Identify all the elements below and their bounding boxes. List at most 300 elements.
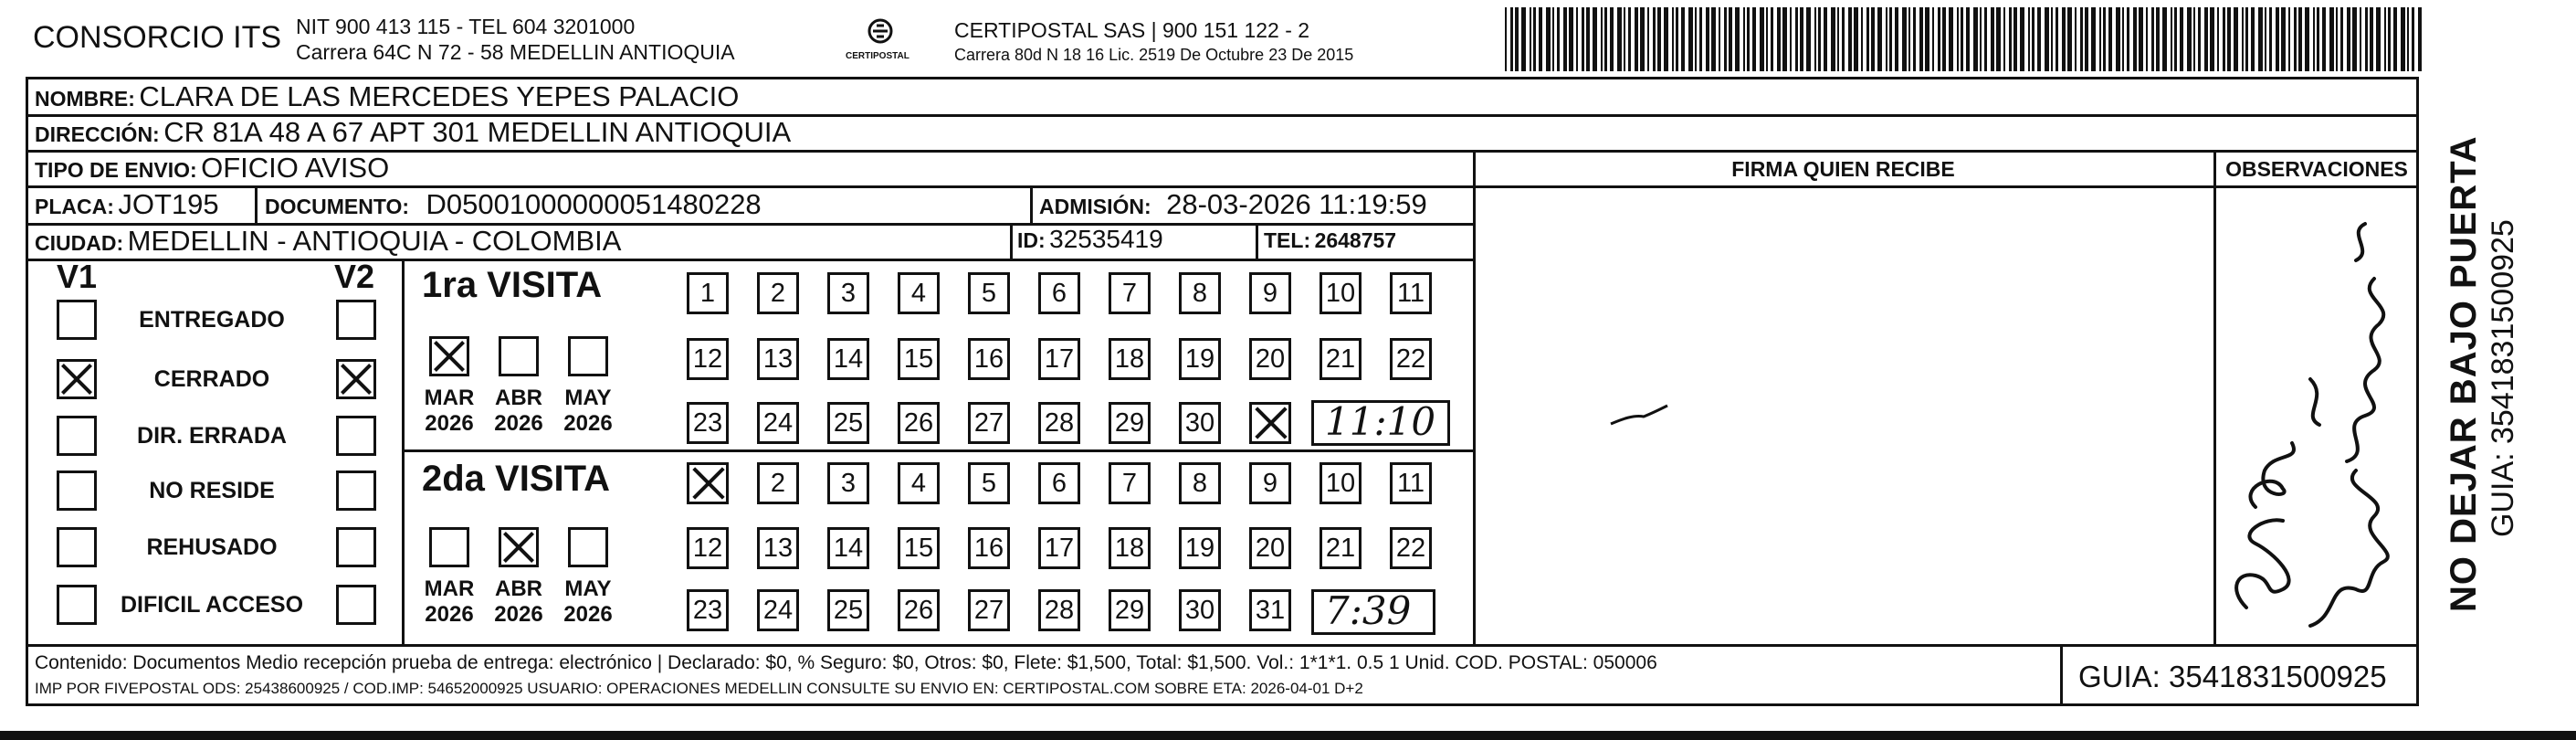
firma-header: FIRMA QUIEN RECIBE (1731, 157, 1955, 181)
barcode-bar (1760, 7, 1764, 71)
day-box[interactable]: 24 (757, 589, 799, 631)
barcode-bar (1790, 7, 1792, 71)
year-label: 2026 (563, 602, 613, 627)
barcode-bar (2075, 7, 2077, 71)
day-box[interactable]: 14 (827, 527, 869, 569)
barcode-bar (2122, 7, 2124, 71)
tel-field (1264, 228, 1396, 253)
v2-checkbox[interactable] (336, 470, 376, 511)
barcode-bar (1647, 7, 1649, 71)
barcode-bar (1861, 7, 1863, 71)
status-reason-label: ENTREGADO (139, 307, 285, 333)
month-checkbox[interactable] (429, 527, 469, 567)
barcode-bar (1782, 7, 1787, 71)
month-checkbox[interactable] (429, 336, 469, 376)
day-box[interactable]: 28 (1038, 402, 1080, 444)
barcode-bar (2227, 7, 2231, 71)
barcode-bar (1719, 7, 1720, 71)
v1-header: V1 (57, 258, 98, 295)
barcode-bar (1539, 7, 1542, 71)
day-box[interactable]: 30 (1179, 589, 1221, 631)
page-bottom-edge (0, 731, 2576, 740)
month-checkbox[interactable] (568, 336, 608, 376)
barcode-bar (2162, 7, 2167, 71)
ciudad-label: CIUDAD: (35, 231, 124, 255)
barcode-bar (2146, 7, 2148, 71)
barcode-bar (2401, 7, 2405, 71)
barcode-bar (1533, 7, 1536, 71)
month-checkbox[interactable] (499, 527, 539, 567)
barcode-bar (1932, 7, 1934, 71)
admision-label: ADMISIÓN: (1039, 195, 1151, 218)
barcode-bar (1886, 7, 1887, 71)
barcode-bar (2223, 7, 2225, 71)
barcode-bar (1777, 7, 1781, 71)
barcode-bar (1913, 7, 1916, 71)
rule-obs-left (2213, 150, 2216, 646)
barcode-bar (1510, 7, 1513, 71)
barcode-bar (2242, 7, 2244, 71)
tipo-label: TIPO DE ENVIO: (35, 158, 197, 182)
tipo-field (35, 152, 389, 185)
month-checkbox[interactable] (499, 336, 539, 376)
day-box[interactable]: 22 (1390, 527, 1432, 569)
status-reason-label: CERRADO (153, 366, 270, 392)
postal-company: CERTIPOSTAL SAS | 900 151 122 - 2 (954, 18, 1310, 42)
barcode-bar (1582, 7, 1584, 71)
day-box[interactable]: 15 (898, 338, 940, 380)
month-label: ABR (495, 576, 542, 601)
barcode-bar (2340, 7, 2343, 71)
barcode-bar (2329, 7, 2334, 71)
barcode-bar (2281, 7, 2286, 71)
barcode-bar (2317, 7, 2319, 71)
direccion-label: DIRECCIÓN: (35, 122, 160, 146)
day-box[interactable]: 8 (1179, 272, 1221, 314)
barcode-bar (1902, 7, 1907, 71)
barcode-bar (1628, 7, 1631, 71)
status-reason-label: DIR. ERRADA (137, 423, 287, 449)
footer-print-info: IMP POR FIVEPOSTAL ODS: 25438600925 / COD.IMP: 54652000925 USUARIO: OPERACIONES MEDELLIN CONSULTE SU ENVIO EN: CERTIPOSTAL.COM SOBRE ETA: 2026-04-01 D+2 (35, 680, 1363, 697)
day-box[interactable]: 3 (827, 272, 869, 314)
guia-vertical: GUIA: 3541831500925 (2486, 219, 2520, 537)
barcode-bar (1743, 7, 1745, 71)
barcode-bar (2156, 7, 2160, 71)
barcode-bar (1942, 7, 1946, 71)
barcode-bar (1604, 7, 1607, 71)
barcode-bar (2217, 7, 2219, 71)
day-box[interactable]: 2 (757, 272, 799, 314)
day-box[interactable]: 9 (1249, 272, 1291, 314)
day-box[interactable]: 8 (1179, 462, 1221, 504)
v1-checkbox[interactable] (57, 300, 97, 340)
day-box[interactable]: 15 (898, 527, 940, 569)
tel-label: TEL: (1264, 228, 1311, 252)
barcode-bar (2028, 7, 2030, 71)
day-box[interactable]: 7 (1109, 462, 1151, 504)
barcode-bar (1957, 7, 1959, 71)
barcode-bar (2171, 7, 2172, 71)
barcode-bar (1925, 7, 1929, 71)
rule-right (2416, 77, 2419, 706)
barcode-bar (2133, 7, 2137, 71)
day-box[interactable]: 10 (1320, 272, 1362, 314)
barcode-bar (2288, 7, 2290, 71)
v2-checkbox[interactable] (336, 359, 376, 399)
barcode-bar (1664, 7, 1668, 71)
month-label: MAY (564, 576, 612, 601)
barcode-bar (1991, 7, 1994, 71)
barcode-bar (2407, 7, 2409, 71)
v1-checkbox[interactable] (57, 416, 97, 456)
status-reason-label: DIFICIL ACCESO (121, 592, 304, 618)
barcode-bar (1747, 7, 1750, 71)
day-box[interactable]: 27 (968, 589, 1010, 631)
barcode-bar (1871, 7, 1875, 71)
placa-field (35, 188, 219, 221)
day-box[interactable]: 6 (1038, 462, 1080, 504)
documento-value: D05001000000051480228 (426, 188, 762, 220)
placa-value: JOT195 (118, 188, 219, 220)
barcode-bar (1938, 7, 1940, 71)
barcode-bar (2116, 7, 2120, 71)
day-box[interactable]: 7 (1109, 272, 1151, 314)
barcode-bar (1973, 7, 1978, 71)
barcode-bar (1624, 7, 1625, 71)
barcode-bar (1593, 7, 1597, 71)
first-time-box (1311, 400, 1450, 446)
barcode-bar (1546, 7, 1551, 71)
day-box[interactable]: 21 (1320, 527, 1362, 569)
v1-checkbox[interactable] (57, 527, 97, 567)
day-box[interactable]: 18 (1109, 527, 1151, 569)
day-box[interactable]: 11 (1390, 272, 1432, 314)
day-box[interactable]: 26 (898, 589, 940, 631)
barcode-bar (2174, 7, 2177, 71)
year-label: 2026 (425, 411, 474, 436)
month-year-label (552, 576, 625, 628)
barcode-bar (1766, 7, 1768, 71)
barcode-bar (1908, 7, 1910, 71)
barcode-bar (2418, 7, 2422, 71)
barcode-bar (2091, 7, 2096, 71)
barcode-bar (2376, 7, 2381, 71)
barcode-bar (1818, 7, 1821, 71)
v1-checkbox[interactable] (57, 359, 97, 399)
barcode-bar (1617, 7, 1622, 71)
barcode-bar (1557, 7, 1560, 71)
barcode-bar (1672, 7, 1674, 71)
barcode-bar (1688, 7, 1693, 71)
day-box[interactable]: 19 (1179, 527, 1221, 569)
no-dejar-bajo-puerta: NO DEJAR BAJO PUERTA (2444, 135, 2484, 612)
barcode-bar (1552, 7, 1554, 71)
rule-id-sep (1010, 223, 1013, 259)
barcode-bar (1695, 7, 1697, 71)
day-box[interactable]: 12 (687, 338, 729, 380)
v2-header: V2 (334, 258, 375, 295)
certipostal-logo (862, 16, 899, 53)
barcode-bar (1640, 7, 1645, 71)
placa-label: PLACA: (35, 195, 114, 218)
day-box[interactable]: 13 (757, 527, 799, 569)
barcode-bar (2365, 7, 2368, 71)
barcode-bar (1848, 7, 1852, 71)
day-box[interactable]: 9 (1249, 462, 1291, 504)
barcode-bar (2294, 7, 2297, 71)
barcode-bar (1601, 7, 1603, 71)
v1-checkbox[interactable] (57, 585, 97, 625)
day-box[interactable]: 23 (687, 589, 729, 631)
day-box[interactable]: 5 (968, 272, 1010, 314)
documento-field (265, 188, 762, 221)
barcode-bar (2127, 7, 2129, 71)
tel-value: 2648757 (1314, 228, 1397, 252)
day-box[interactable]: 16 (968, 527, 1010, 569)
recipient-signature-stroke (1607, 402, 1671, 429)
day-box[interactable]: 26 (898, 402, 940, 444)
barcode-bar (2352, 7, 2357, 71)
day-box[interactable]: 11 (1390, 462, 1432, 504)
month-label: MAY (564, 386, 612, 410)
direccion-field (35, 116, 791, 149)
admision-value: 28-03-2026 11:19:59 (1166, 188, 1427, 220)
barcode-bar (2187, 7, 2192, 71)
barcode-bar (2336, 7, 2338, 71)
company-nit-tel: NIT 900 413 115 - TEL 604 3201000 (296, 15, 636, 38)
day-box[interactable]: 13 (757, 338, 799, 380)
barcode-bar (1837, 7, 1839, 71)
day-box[interactable]: 30 (1179, 402, 1221, 444)
barcode-bar (2067, 7, 2072, 71)
barcode-bar (2412, 7, 2414, 71)
barcode-bar (1866, 7, 1869, 71)
barcode-bar (1889, 7, 1892, 71)
barcode-bar (1949, 7, 1953, 71)
barcode-bar (1814, 7, 1816, 71)
first-time-value: 11:10 (1325, 399, 1436, 444)
barcode-bar (1735, 7, 1740, 71)
id-label: ID: (1017, 228, 1046, 252)
year-label: 2026 (494, 411, 543, 436)
rule-footer-top (26, 644, 2418, 647)
tipo-value: OFICIO AVISO (201, 152, 390, 184)
month-year-label (482, 386, 555, 437)
barcode-bar (2276, 7, 2279, 71)
barcode-bar (1711, 7, 1716, 71)
barcode-bar (2388, 7, 2391, 71)
status-reason-label: NO RESIDE (149, 478, 275, 503)
barcode-bar (2062, 7, 2066, 71)
month-year-label (552, 386, 625, 437)
rule-tel-sep (1256, 223, 1258, 259)
barcode-bar (2234, 7, 2238, 71)
barcode-bar (2099, 7, 2101, 71)
barcode-bar (1586, 7, 1590, 71)
month-year-label (482, 576, 555, 628)
barcode-bar (2384, 7, 2386, 71)
day-box[interactable]: 28 (1038, 589, 1080, 631)
company-name: CONSORCIO ITS (33, 20, 282, 55)
rule-bottom (26, 703, 2418, 706)
month-label: MAR (424, 576, 475, 601)
day-box[interactable]: 27 (968, 402, 1010, 444)
month-label: ABR (495, 386, 542, 410)
barcode-bar (1653, 7, 1656, 71)
barcode-bar (2085, 7, 2088, 71)
barcode-bar (1635, 7, 1638, 71)
barcode-bar (1676, 7, 1678, 71)
observation-handwriting-image (2219, 196, 2411, 640)
second-time-box (1311, 589, 1435, 635)
barcode-bar (1831, 7, 1835, 71)
barcode-bar (2198, 7, 2201, 71)
certipostal-logo-text: CERTIPOSTAL (846, 51, 909, 61)
v2-checkbox[interactable] (336, 585, 376, 625)
day-box[interactable] (687, 462, 729, 504)
rule-placa-sep (255, 185, 258, 223)
day-box[interactable]: 2 (757, 462, 799, 504)
barcode-bar (1724, 7, 1727, 71)
barcode-bar (2313, 7, 2315, 71)
barcode-bar (1530, 7, 1531, 71)
day-box[interactable]: 17 (1038, 527, 1080, 569)
barcode-bar (1771, 7, 1773, 71)
v2-checkbox[interactable] (336, 300, 376, 340)
month-year-label (413, 576, 486, 628)
barcode-bar (2056, 7, 2058, 71)
barcode-bar (1505, 7, 1507, 71)
barcode-bar (2370, 7, 2373, 71)
day-box[interactable]: 19 (1179, 338, 1221, 380)
barcode-bar (1795, 7, 1798, 71)
footer-contents: Contenido: Documentos Medio recepción prueba de entrega: electrónico | Declarado: $0, % Seguro: $0, Otros: $0, Flete: $1,500, Total: $1,500. Vol.: 1*1*1. 0.5 1 Unid. COD. POSTAL: 050006 (35, 652, 1657, 673)
barcode-bar (1984, 7, 1987, 71)
barcode-bar (1752, 7, 1756, 71)
first-visit-title: 1ra VISITA (422, 265, 603, 305)
nombre-label: NOMBRE: (35, 87, 135, 111)
header-bottom-rule (26, 77, 2418, 79)
barcode-bar (2258, 7, 2263, 71)
nombre-value: CLARA DE LAS MERCEDES YEPES PALACIO (139, 80, 740, 112)
day-box[interactable]: 12 (687, 527, 729, 569)
day-box[interactable]: 29 (1109, 589, 1151, 631)
direccion-value: CR 81A 48 A 67 APT 301 MEDELLIN ANTIOQUIA (163, 116, 792, 148)
barcode-bar (1699, 7, 1702, 71)
barcode-bar (2080, 7, 2083, 71)
barcode-bar (2251, 7, 2255, 71)
v2-checkbox[interactable] (336, 416, 376, 456)
barcode-bar (2032, 7, 2035, 71)
day-box[interactable]: 29 (1109, 402, 1151, 444)
month-label: MAR (424, 386, 475, 410)
barcode-bar (2045, 7, 2049, 71)
barcode-bar (1961, 7, 1963, 71)
day-box[interactable]: 24 (757, 402, 799, 444)
day-box[interactable]: 6 (1038, 272, 1080, 314)
rule-col-header (1473, 185, 2418, 188)
barcode (1505, 7, 2427, 71)
documento-label: DOCUMENTO: (265, 195, 410, 218)
day-box[interactable]: 4 (898, 272, 940, 314)
company-address: Carrera 64C N 72 - 58 MEDELLIN ANTIOQUIA (296, 40, 735, 64)
second-visit-title: 2da VISITA (422, 459, 610, 499)
barcode-bar (2009, 7, 2012, 71)
rule-visita-split (402, 449, 1475, 452)
barcode-bar (2269, 7, 2272, 71)
day-box[interactable]: 14 (827, 338, 869, 380)
status-reason-label: REHUSADO (146, 534, 278, 560)
ciudad-value: MEDELLIN - ANTIOQUIA - COLOMBIA (127, 225, 622, 257)
barcode-bar (1706, 7, 1709, 71)
barcode-bar (2265, 7, 2266, 71)
day-box[interactable]: 18 (1109, 338, 1151, 380)
rule-admision-sep (1030, 185, 1033, 223)
barcode-bar (2051, 7, 2053, 71)
year-label: 2026 (494, 602, 543, 627)
barcode-bar (1729, 7, 1732, 71)
postal-address: Carrera 80d N 18 16 Lic. 2519 De Octubre 23 De 2015 (954, 46, 1354, 64)
day-box[interactable]: 22 (1390, 338, 1432, 380)
barcode-bar (1806, 7, 1811, 71)
day-box[interactable]: 16 (968, 338, 1010, 380)
day-box[interactable]: 5 (968, 462, 1010, 504)
barcode-bar (2298, 7, 2302, 71)
barcode-bar (2139, 7, 2143, 71)
year-label: 2026 (425, 602, 474, 627)
month-checkbox[interactable] (568, 527, 608, 567)
barcode-bar (2037, 7, 2041, 71)
barcode-bar (1824, 7, 1827, 71)
day-box[interactable]: 17 (1038, 338, 1080, 380)
observaciones-header: OBSERVACIONES (2225, 157, 2408, 181)
barcode-bar (2393, 7, 2397, 71)
rule-firma-left (1473, 150, 1476, 646)
barcode-bar (2003, 7, 2005, 71)
barcode-bar (2322, 7, 2326, 71)
month-year-label (413, 386, 486, 437)
v2-checkbox[interactable] (336, 527, 376, 567)
barcode-bar (2305, 7, 2309, 71)
barcode-bar (1842, 7, 1845, 71)
day-box[interactable]: 25 (827, 402, 869, 444)
day-box[interactable]: 25 (827, 589, 869, 631)
day-box[interactable]: 21 (1320, 338, 1362, 380)
barcode-bar (2204, 7, 2208, 71)
day-box[interactable]: 10 (1320, 462, 1362, 504)
day-box[interactable] (1249, 402, 1291, 444)
barcode-bar (2180, 7, 2183, 71)
day-box[interactable]: 20 (1249, 527, 1291, 569)
day-box[interactable]: 4 (898, 462, 940, 504)
barcode-bar (2245, 7, 2248, 71)
day-box[interactable]: 31 (1249, 589, 1291, 631)
barcode-bar (1563, 7, 1567, 71)
id-field (1017, 225, 1163, 254)
barcode-bar (2103, 7, 2106, 71)
day-box[interactable]: 20 (1249, 338, 1291, 380)
v1-checkbox[interactable] (57, 470, 97, 511)
year-label: 2026 (563, 411, 613, 436)
day-box[interactable]: 1 (687, 272, 729, 314)
barcode-bar (1877, 7, 1882, 71)
day-box[interactable]: 23 (687, 402, 729, 444)
barcode-bar (1966, 7, 1970, 71)
barcode-bar (2347, 7, 2350, 71)
footer-guia: GUIA: 3541831500925 (2078, 660, 2387, 693)
ciudad-field (35, 225, 621, 258)
day-box[interactable]: 3 (827, 462, 869, 504)
